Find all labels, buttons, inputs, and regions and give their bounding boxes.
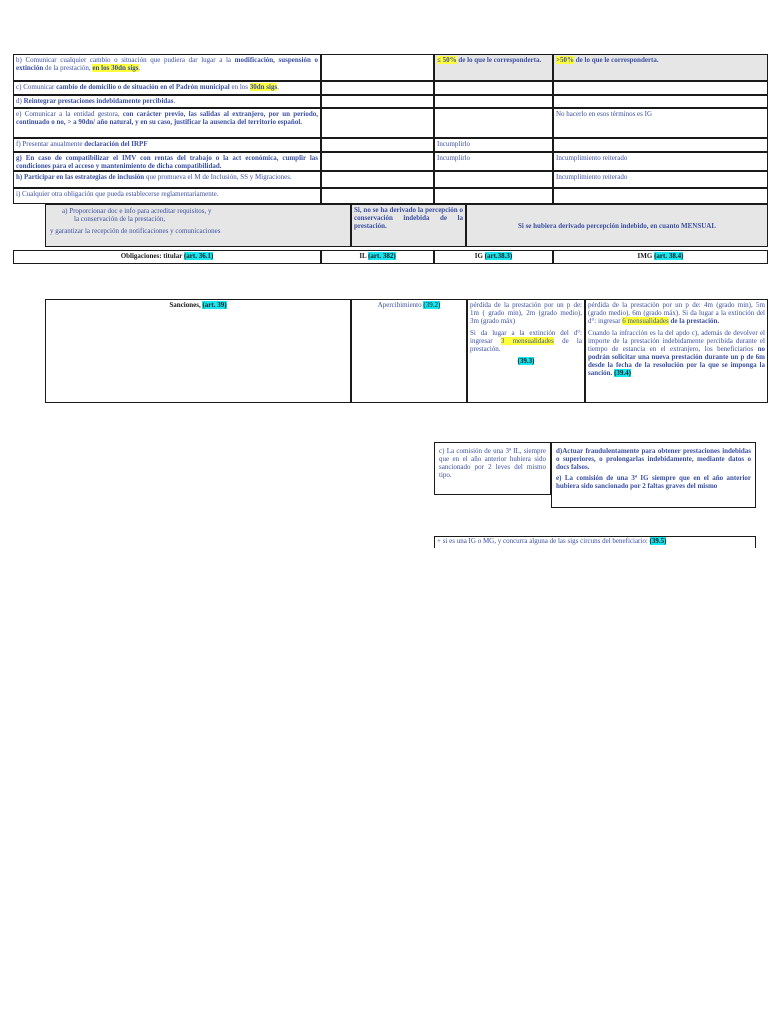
row-label: b) [16, 56, 22, 64]
row-g-img [553, 152, 768, 171]
article-ref: (art. 39) [202, 301, 227, 309]
fourth-box [434, 536, 756, 548]
article-ref: (art. 36.1) [183, 252, 214, 260]
sanctions-title [45, 299, 351, 403]
row-f-text [13, 138, 321, 152]
row-h-text [13, 171, 321, 188]
row-h-il [321, 171, 434, 188]
third-il-box [434, 442, 551, 495]
row-c-ig [434, 81, 553, 95]
row-h-img [553, 171, 768, 188]
row-c-text [13, 81, 321, 95]
row-text-bold: h) Participar en las estrategias de inclusión [16, 173, 145, 181]
row-text: en los [229, 83, 250, 91]
sanctions-img [585, 299, 768, 403]
highlight: 6 mensualidades [622, 317, 669, 325]
row-text: . [138, 64, 141, 72]
article-ref: (art.38.3) [484, 252, 513, 260]
row-text: . [277, 83, 279, 91]
row-e-il [321, 108, 434, 138]
row-f-img [553, 138, 768, 152]
row-text-bold: g) En caso de compatibilizar el IMV con rentas del trabajo o la act económica, cumplir las condiciones para el acceso y mantenimiento de dicha compatibilidad. [16, 154, 318, 170]
row-i-text [13, 188, 321, 204]
row-d-il [321, 95, 434, 108]
article-ref: (39.4) [614, 369, 631, 377]
row-e-ig [434, 108, 553, 138]
row-i-ig [434, 188, 553, 204]
row-text: . [173, 97, 176, 105]
cell-text: + si es una IG o MG, y concurra alguna de las sigs circuns del beneficiario: [437, 537, 650, 545]
cell-text: de lo que le corresponderta. [574, 56, 659, 64]
cell-text: pérdida de la prestación por un p de: 1m ( grado min), 2m (grado medio), 3m (grado máx) [470, 301, 582, 325]
header-ig [434, 250, 553, 264]
header-obligaciones [13, 250, 321, 264]
row-text: que promueva el M de Inclusión, SS y Migraciones. [144, 173, 292, 181]
row-label: d) [16, 97, 22, 105]
row-d-ig [434, 95, 553, 108]
article-ref: (art. 38.4) [654, 252, 684, 260]
cell-text: pérdida de la prestación por un p de: 4m (grado min), 5m (grado medio), 6m (grado máx). Si da lugar a la extinción del d°: ingresar [588, 301, 765, 325]
row-a-text [45, 204, 351, 247]
cell-text: de lo que le corresponderta. [456, 56, 542, 64]
header-label: IL [359, 252, 369, 260]
row-f-il [321, 138, 434, 152]
highlight: 30dn sigs [249, 83, 278, 91]
row-text: a) Proporcionar doc e info para acreditar requisitos, y [62, 207, 212, 215]
cell-text: Apercibimiento [377, 301, 424, 309]
row-i-il [321, 188, 434, 204]
row-b-il [321, 54, 434, 81]
header-label: IG [474, 252, 485, 260]
row-a-ig-img [466, 204, 768, 247]
article-ref: (39.5) [649, 537, 667, 545]
row-d-text [13, 95, 321, 108]
row-e-text [13, 108, 321, 138]
row-c-il [321, 81, 434, 95]
cell-text: Si da lugar a la extinción del d°: ingresar [470, 329, 582, 345]
highlight: ≤ 50% [437, 56, 457, 64]
row-text-bold: modificación, suspensión o extinción [16, 56, 319, 72]
row-g-text [13, 152, 321, 171]
cell-text: e) La comisión de una 3ª IG siempre que en el año anterior hubiera sido sancionado por 2 faltas graves del mismo [556, 474, 751, 490]
highlight: >50% [556, 56, 574, 64]
third-img-box [551, 442, 756, 508]
row-text-bold: cambio de domicilio o de situación en el Padrón municipal [56, 83, 230, 91]
row-a-il [351, 204, 466, 247]
row-text-bold: declaración del IRPF [84, 140, 148, 148]
row-text-bold: Reintegrar prestaciones indebidamente percibidas [23, 97, 174, 105]
row-b-ig [434, 54, 553, 81]
cell-text: c) La comisión de una 3ª IL, siempre que en el año anterior hubiera sido sancionado por 2 leves del mismo tipo. [439, 447, 546, 479]
cell-text: Incumplirlo [437, 154, 471, 162]
row-text: Comunicar a la entidad gestora, [24, 110, 123, 118]
cell-text: Incumplimiento reiterado [556, 173, 628, 181]
row-text: i) Cualquier otra obligación que pueda establecerse reglamentariamente. [16, 190, 219, 198]
row-i-img [553, 188, 768, 204]
row-text: Comunicar [23, 83, 57, 91]
row-g-ig [434, 152, 553, 171]
row-label: c) [16, 83, 22, 91]
cell-text: Si, no se ha derivado la percepción o conservación indebida de la prestación. [354, 206, 463, 230]
row-c-img [553, 81, 768, 95]
row-h-ig [434, 171, 553, 188]
row-b-img [553, 54, 768, 81]
sanctions-il [351, 299, 467, 403]
article-ref: (39.2) [423, 301, 441, 309]
cell-text: de la prestación. [470, 337, 582, 353]
cell-text: Cuando la infracción es la del apdo c), además de devolver el importe de la prestación indebidamente percibida durante el tiempo de estancia en el extranjero, los beneficiarios [588, 329, 765, 353]
row-text-bold: con carácter previo, las salidas al extranjero, por un período, continuado o no, > a 90dn/ año natural, y en su caso, justificar la ausencia del territorio español. [16, 110, 318, 126]
article-ref: (39.3) [517, 357, 535, 365]
sanctions-label: Sanciones, [169, 301, 203, 309]
row-f-ig [434, 138, 553, 152]
cell-text: d)Actuar fraudulentamente para obtener prestaciones indebidas o superiores, o prolongarlas indebidamente, mediante datos o docs falsos. [556, 447, 751, 471]
cell-text: No hacerlo en esos términos es IG [556, 110, 653, 118]
highlight: 3 mensualidades [500, 337, 554, 345]
row-text: la conservación de la prestación, [74, 215, 166, 223]
header-il [321, 250, 434, 264]
cell-text: Si se hubiera derivado percepción indebido, en cuanto MENSUAL [517, 221, 717, 230]
article-ref: (art. 382) [368, 252, 396, 260]
row-e-img [553, 108, 768, 138]
row-text: f) Presentar anualmente [16, 140, 85, 148]
row-text: y garantizar la recepción de notificaciones y comunicaciones [50, 227, 221, 235]
row-text: de la prestación, [43, 64, 93, 72]
cell-text: Incumplirlo [437, 140, 471, 148]
row-d-img [553, 95, 768, 108]
header-label: IMG [637, 252, 655, 260]
cell-text-bold: no podrán solicitar una nueva prestación durante un p de 6m desde la fecha de la resolución por la que se imponga la sanción. [588, 345, 765, 377]
row-g-il [321, 152, 434, 171]
row-text: Comunicar cualquier cambio o situación que pudiera dar lugar a la [25, 56, 235, 64]
header-label: Obligaciones: titular [120, 252, 184, 260]
row-b-text [13, 54, 321, 81]
row-label: e) [16, 110, 22, 118]
header-img [553, 250, 768, 264]
cell-text: Incumplimiento reiterado [556, 154, 628, 162]
sanctions-ig [467, 299, 585, 403]
cell-text: de la prestación. [668, 317, 720, 325]
highlight: en los 30dn sigs [92, 64, 139, 72]
